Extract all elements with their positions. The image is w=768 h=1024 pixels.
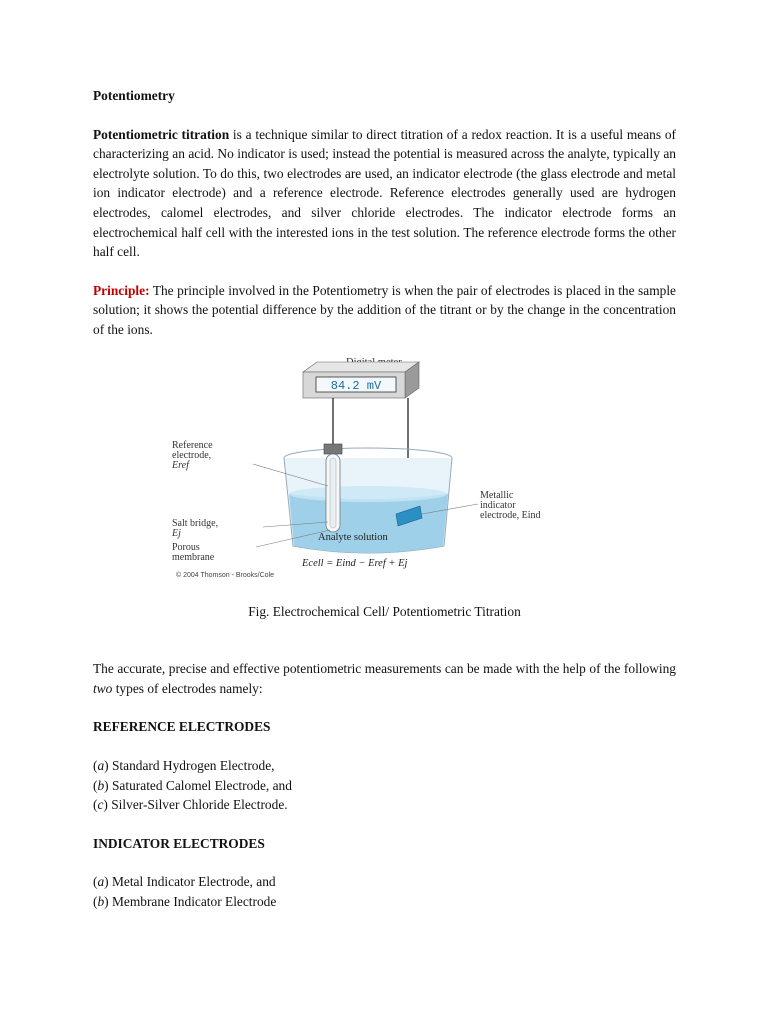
electrochemical-cell-figure (93, 354, 676, 594)
meter-reading: 84.2 mV (330, 378, 382, 393)
reference-label: Reference electrode, Eref (172, 439, 213, 471)
italic-two: two (93, 680, 113, 696)
list-item: (b) Saturated Calomel Electrode, and (93, 777, 292, 793)
salt-bridge-label: Salt bridge, Ej (172, 517, 219, 539)
reference-electrodes-heading: REFERENCE ELECTRODES (93, 719, 271, 735)
indicator-electrodes-heading: INDICATOR ELECTRODES (93, 835, 265, 851)
cell-equation: Ecell = Eind − Eref + Ej (302, 557, 408, 569)
copyright-notice: © 2004 Thomson - Brooks/Cole (176, 571, 275, 579)
porous-membrane-label: Porous membrane (172, 541, 215, 563)
intro-text: is a technique similar to direct titration of a redox reaction. It is a useful means of characterizing an acid. No indicator is used; instead the potential is measured across the analyte, typically an electrolyte solution. To do this, two electrodes are used, an indicator electrode (the glass electrode and metal ion indicator electrode) and a reference electrode. Reference electrodes generally used are hydrogen electrodes, calomel electrodes, and silver chloride electrodes. The indicator electrode forms an electrochemical half cell with the interested ions in the test solution. The reference electrode forms the other half cell. (93, 126, 676, 260)
list-item: (a) Metal Indicator Electrode, and (93, 874, 276, 890)
page-title: Potentiometry (93, 88, 175, 103)
principle-label: Principle: (93, 282, 150, 298)
document-page (93, 86, 676, 911)
analyte-solution (289, 494, 448, 553)
cell-diagram (168, 354, 588, 580)
list-item: (a) Standard Hydrogen Electrode, (93, 757, 275, 773)
list-item: (b) Membrane Indicator Electrode (93, 893, 277, 909)
analyte-label: Analyte solution (318, 531, 388, 543)
intro-term: Potentiometric titration (93, 126, 230, 142)
figure-caption: Fig. Electrochemical Cell/ Potentiometric Titration (248, 603, 521, 619)
metallic-electrode-label: Metallic indicator electrode, Eind (480, 489, 541, 521)
intro-paragraph (93, 125, 676, 262)
principle-text: The principle involved in the Potentiometry is when the pair of electrodes is placed in the sample solution; it shows the potential difference by the addition of the titrant or by the change in the concentration of the ions. (93, 282, 676, 337)
electrode-types-paragraph: The accurate, precise and effective potentiometric measurements can be made with the help of the following two types of electrodes namely: (93, 661, 676, 696)
principle-paragraph (93, 281, 676, 340)
list-item: (c) Silver-Silver Chloride Electrode. (93, 797, 288, 813)
